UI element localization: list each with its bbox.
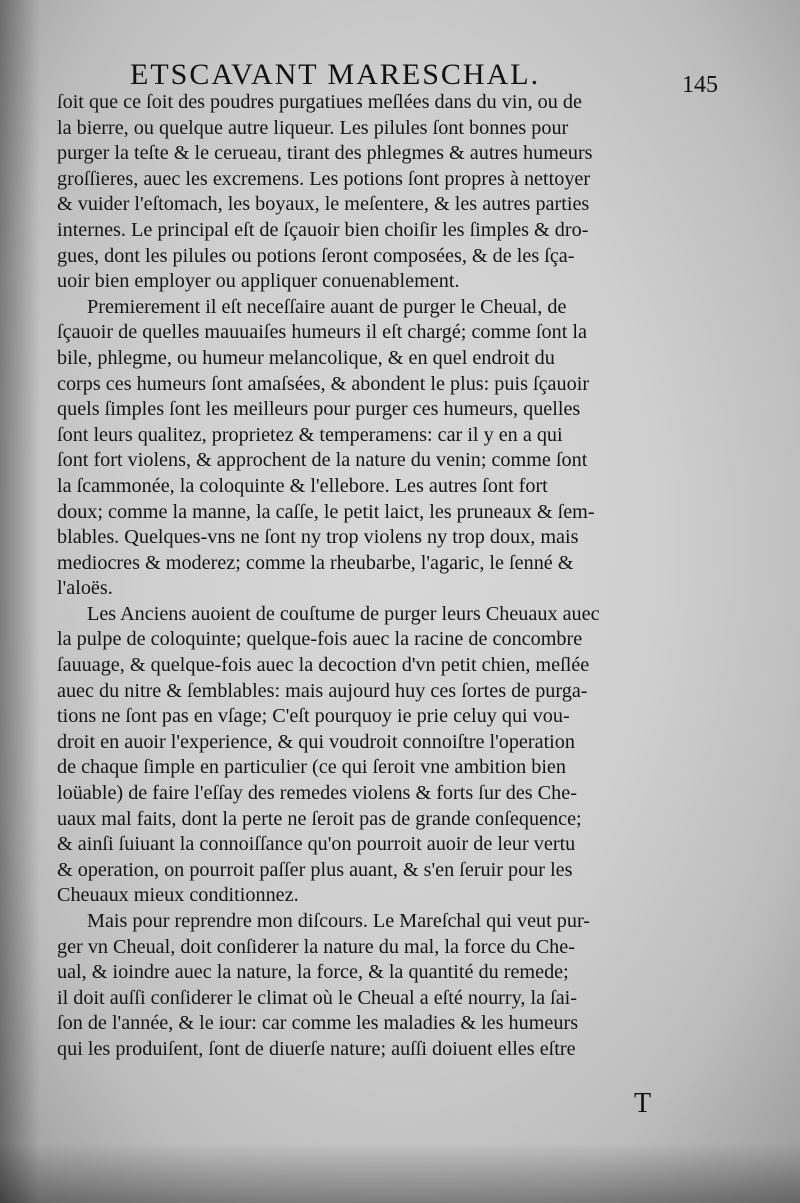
text-line: gues, dont les pilules ou potions ſeront composées, & de les ſça- — [57, 244, 575, 267]
text-line: tions ne ſont pas en vſage; C'eſt pourquoy ie prie celuy qui vou- — [57, 705, 570, 728]
text-line: ſont fort violens, & approchent de la nature du venin; comme ſont — [57, 449, 588, 472]
text-line: Cheuaux mieux conditionnez. — [57, 884, 299, 907]
text-line: Premierement il eſt neceſſaire auant de purger le Cheual, de — [87, 295, 567, 318]
text-line: la bierre, ou quelque autre liqueur. Les pilules ſont bonnes pour — [57, 116, 569, 139]
text-line: ſon de l'année, & le iour: car comme les maladies & les humeurs — [57, 1012, 579, 1035]
text-line: & operation, on pourroit paſſer plus auant, & s'en ſeruir pour les — [57, 858, 573, 881]
text-line: groſſieres, auec les excremens. Les potions ſont propres à nettoyer — [57, 167, 591, 190]
text-line: il doit auſſi conſiderer le climat où le Cheual a eſté nourry, la ſai- — [57, 986, 578, 1009]
text-line: la ſcammonée, la coloquinte & l'ellebore. Les autres ſont fort — [57, 474, 548, 497]
text-line: la pulpe de coloquinte; quelque-fois auec la racine de concombre — [57, 628, 583, 651]
text-line: quels ſimples ſont les meilleurs pour purger ces humeurs, quelles — [57, 398, 581, 421]
text-line: qui les produiſent, ſont de diuerſe nature; auſſi doiuent elles eſtre — [57, 1037, 576, 1060]
text-line: droit en auoir l'experience, & qui voudroit connoiſtre l'operation — [57, 730, 575, 753]
text-line: auec du nitre & ſemblables: mais aujourd huy ces ſortes de purga- — [57, 679, 588, 702]
text-line: loüable) de faire l'eſſay des remedes violens & forts ſur des Che- — [57, 782, 577, 805]
text-line: & ainſi ſuiuant la connoiſſance qu'on pourroit auoir de leur vertu — [57, 833, 576, 856]
text-line: ſoit que ce ſoit des poudres purgatiues meſlées dans du vin, ou de — [57, 91, 582, 113]
page-shadow-left — [0, 0, 40, 1203]
text-line: ger vn Cheual, doit conſiderer la nature du mal, la force du Che- — [57, 935, 575, 958]
text-line: corps ces humeurs ſont amaſsées, & abondent le plus: puis ſçauoir — [57, 372, 590, 395]
text-line: bile, phlegme, ou humeur melancolique, & en quel endroit du — [57, 346, 555, 369]
page-shadow-bottom — [0, 1143, 800, 1203]
body-text — [57, 90, 747, 1063]
page-number: 145 — [682, 72, 718, 98]
text-line: blables. Quelques-vns ne ſont ny trop violens ny trop doux, mais — [57, 526, 579, 549]
text-line: ſauuage, & quelque-fois auec la decoction d'vn petit chien, meſlée — [57, 654, 590, 677]
text-line: Les Anciens auoient de couſtume de purger leurs Cheuaux auec — [87, 602, 600, 625]
text-line: uaux mal faits, dont la perte ne ſeroit pas de grande conſequence; — [57, 807, 582, 830]
text-line: Mais pour reprendre mon diſcours. Le Mareſchal qui veut pur- — [87, 910, 591, 932]
text-line: ſçauoir de quelles mauuaiſes humeurs il eſt chargé; comme ſont la — [57, 321, 587, 344]
text-line: mediocres & moderez; comme la rheubarbe, l'agaric, le ſenné & — [57, 551, 574, 574]
signature-mark: T — [634, 1088, 652, 1119]
text-line: purger la teſte & le cerueau, tirant des phlegmes & autres humeurs — [57, 142, 593, 165]
running-head: ETSCAVANT MARESCHAL. — [130, 58, 541, 91]
text-line: ual, & ioindre auec la nature, la force, & la quantité du remede; — [57, 961, 569, 984]
text-line: uoir bien employer ou appliquer conuenablement. — [57, 270, 460, 293]
text-line: doux; comme la manne, la caſſe, le petit laict, les pruneaux & ſem- — [57, 500, 595, 523]
text-line: & vuider l'eſtomach, les boyaux, le meſentere, & les autres parties — [57, 193, 590, 216]
text-line: ſont leurs qualitez, proprietez & temperamens: car il y en a qui — [57, 423, 563, 446]
text-line: l'aloës. — [57, 577, 113, 600]
text-line: de chaque ſimple en particulier (ce qui ſeroit vne ambition bien — [57, 756, 566, 779]
text-line: internes. Le principal eſt de ſçauoir bien choiſir les ſimples & dro- — [57, 218, 589, 241]
